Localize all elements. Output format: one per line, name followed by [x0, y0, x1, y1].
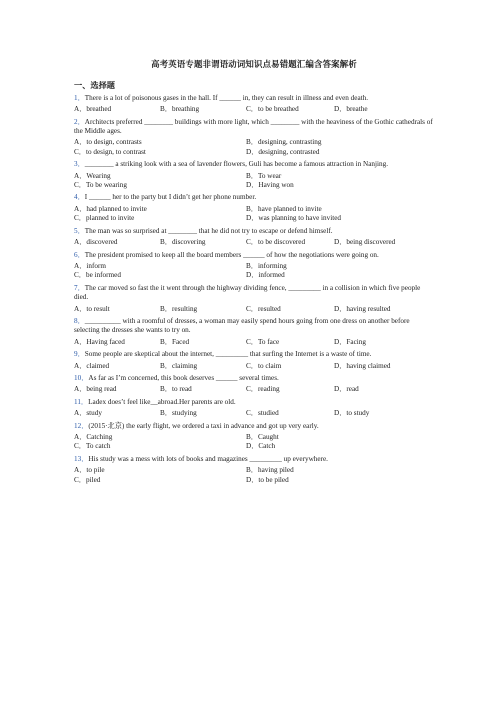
answer-option[interactable]: A．had planned to invite [74, 204, 147, 213]
question-text: (2015·北京) the early flight, we ordered a taxi in advance and got up very early. [88, 421, 319, 430]
answer-option[interactable]: A．Catching [74, 433, 113, 441]
question-stem [74, 160, 434, 169]
question-item [74, 455, 434, 485]
answer-option[interactable]: D．to study [334, 409, 370, 418]
question-stem [74, 284, 434, 303]
question-item [74, 227, 434, 248]
answer-option[interactable]: C．to be breathed [246, 105, 299, 114]
answer-option[interactable]: B．Caught [246, 433, 279, 441]
question-text: ________ a striking look with a sea of lavender flowers, Guli has become a famous attraction in Nanjing. [84, 160, 388, 169]
question-stem [74, 118, 434, 137]
answer-option[interactable]: B．studying [160, 409, 197, 418]
question-text: The man was so surprised at ________ that he did not try to escape or defend himself. [84, 226, 333, 235]
answer-options [74, 338, 434, 347]
answer-option[interactable]: A．Having faced [74, 337, 125, 346]
answer-option[interactable]: C．To face [246, 337, 280, 346]
question-text: The car moved so fast the it went through the highway dividing fence, _________ in a collision in which five people died. [74, 283, 421, 302]
answer-option[interactable]: B．to read [160, 385, 192, 394]
answer-option[interactable]: B．have planned to invite [246, 204, 322, 213]
answer-option[interactable]: C．reading [246, 385, 280, 394]
answer-options [74, 172, 434, 191]
question-item [74, 251, 434, 281]
question-number: 8． [74, 316, 85, 325]
section-heading: 一、选择题 [74, 81, 115, 91]
question-item [74, 374, 434, 395]
answer-options [74, 466, 434, 485]
answer-option[interactable]: A．claimed [74, 361, 110, 370]
question-item [74, 284, 434, 314]
question-number: 12． [74, 421, 89, 430]
answer-option[interactable]: C．resulted [246, 304, 281, 313]
question-stem [74, 455, 434, 464]
answer-option[interactable]: D．breathe [334, 105, 368, 114]
answer-options [74, 362, 434, 371]
question-number: 2． [74, 117, 85, 126]
answer-option[interactable]: B．To wear [246, 171, 282, 180]
answer-option[interactable]: C．to be discovered [246, 238, 306, 247]
question-number: 3． [74, 160, 85, 169]
question-text: __________ with a roomful of dresses, a woman may easily spend hours going from one dress on another before selecting the dresses she wants to try on. [74, 316, 410, 335]
question-text: As far as I’m concerned, this book deserves ______ several times. [88, 373, 279, 382]
answer-option[interactable]: C．to design, to contrast [74, 147, 146, 156]
answer-options [74, 238, 434, 247]
question-number: 10． [74, 373, 89, 382]
answer-option[interactable]: A．to design, contrasts [74, 138, 142, 147]
answer-option[interactable]: B．Faced [160, 337, 190, 346]
answer-option[interactable]: D．Having won [246, 181, 294, 190]
question-item [74, 160, 434, 190]
answer-option[interactable]: C．piled [74, 475, 101, 484]
question-stem [74, 317, 434, 336]
question-number: 9． [74, 350, 85, 359]
question-item [74, 118, 434, 158]
answer-option[interactable]: C．studied [246, 409, 279, 418]
answer-options [74, 138, 434, 157]
answer-option[interactable]: C．planned to invite [74, 214, 135, 223]
question-number: 1． [74, 93, 85, 102]
answer-option[interactable]: D．read [334, 385, 359, 394]
question-text: I ______ her to the party but I didn’t get her phone number. [84, 193, 257, 202]
question-text: There is a lot of poisonous gases in the hall. If ______ in, they can result in illness and even death. [84, 93, 369, 102]
answer-option[interactable]: A．Wearing [74, 171, 111, 180]
answer-option[interactable]: B．designing, contrasting [246, 138, 322, 147]
question-item [74, 193, 434, 223]
answer-options [74, 262, 434, 281]
answer-options [74, 205, 434, 224]
question-stem [74, 227, 434, 236]
answer-option[interactable]: A．being read [74, 385, 117, 394]
answer-option[interactable]: D．being discovered [334, 238, 396, 247]
question-number: 6． [74, 250, 85, 259]
answer-options [74, 385, 434, 394]
question-stem [74, 350, 434, 359]
question-stem [74, 422, 434, 431]
question-item [74, 317, 434, 347]
answer-options [74, 433, 434, 452]
question-list [74, 94, 434, 485]
question-stem [74, 193, 434, 202]
question-stem [74, 374, 434, 383]
answer-option[interactable]: A．to result [74, 304, 110, 313]
answer-option[interactable]: C．To be wearing [74, 181, 127, 190]
answer-option[interactable]: A．breathed [74, 105, 112, 114]
answer-option[interactable]: D．Facing [334, 337, 366, 346]
document-page [74, 60, 434, 488]
answer-option[interactable]: B．discovering [160, 238, 206, 247]
question-number: 13． [74, 454, 89, 463]
answer-option[interactable]: D．designing, contrasted [246, 147, 320, 156]
question-number: 11． [74, 397, 89, 406]
answer-option[interactable]: C．to claim [246, 361, 282, 370]
answer-option[interactable]: A．to pile [74, 466, 105, 475]
answer-option[interactable]: A．discovered [74, 238, 118, 247]
question-number: 4． [74, 193, 85, 202]
answer-option[interactable]: D．Catch [246, 442, 276, 451]
question-stem [74, 251, 434, 260]
answer-option[interactable]: D．informed [246, 271, 285, 280]
question-text: His study was a mess with lots of books and magazines _________ up everywhere. [88, 454, 328, 463]
answer-option[interactable]: A．inform [74, 261, 106, 270]
answer-options [74, 105, 434, 114]
answer-option[interactable]: B．having piled [246, 466, 294, 475]
answer-option[interactable]: A．study [74, 409, 102, 418]
question-number: 7． [74, 283, 85, 292]
question-text: Ladex does’t feel like__abroad.Her parents are old. [88, 397, 236, 406]
question-number: 5． [74, 226, 85, 235]
answer-options [74, 305, 434, 314]
answer-option[interactable]: B．informing [246, 261, 287, 270]
answer-option[interactable]: B．breathing [160, 105, 200, 114]
question-text: Some people are skeptical about the internet, _________ that surfing the Internet is a waste of time. [84, 350, 372, 359]
answer-option[interactable]: D．was planning to have invited [246, 214, 342, 223]
question-text: The president promised to keep all the board members ______ of how the negotiations were going on. [84, 250, 379, 259]
question-item [74, 94, 434, 115]
question-text: Architects preferred ________ buildings with more light, which ________ with the heaviness of the Gothic cathedrals of the Middle ages. [74, 117, 433, 136]
answer-options [74, 409, 434, 418]
question-stem [74, 398, 434, 407]
question-item [74, 350, 434, 371]
question-stem [74, 94, 434, 103]
answer-option[interactable]: D．having claimed [334, 361, 391, 370]
answer-option[interactable]: D．to be piled [246, 475, 289, 484]
question-item [74, 422, 434, 452]
answer-option[interactable]: C．To catch [74, 442, 111, 451]
answer-option[interactable]: C．be informed [74, 271, 121, 280]
question-item [74, 398, 434, 419]
answer-option[interactable]: B．claiming [160, 361, 198, 370]
answer-option[interactable]: D．having resulted [334, 304, 391, 313]
answer-option[interactable]: B．resulting [160, 304, 198, 313]
document-title: 高考英语专题非谓语动词知识点易错题汇编含答案解析 [151, 60, 357, 69]
